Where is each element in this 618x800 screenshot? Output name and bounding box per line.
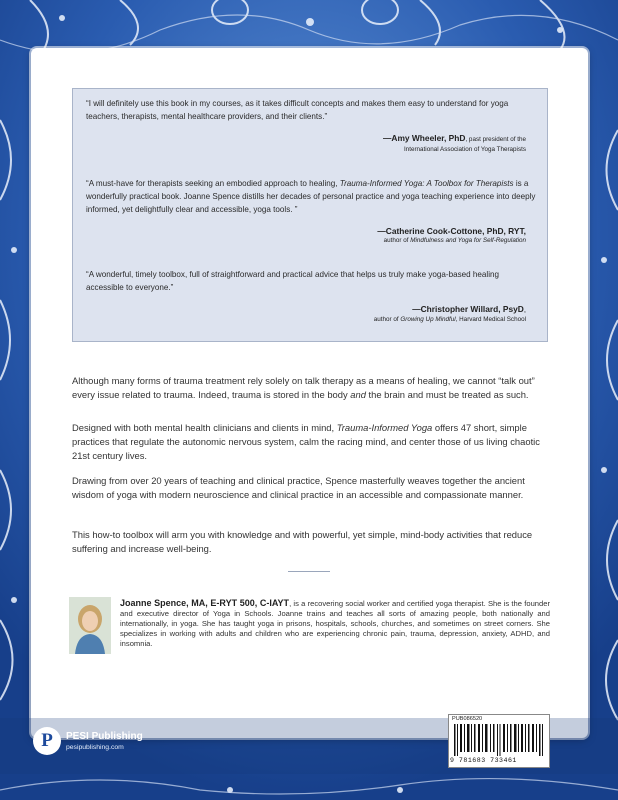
endorsement-attribution-1: —Amy Wheeler, PhD, past president of the International Association of Yoga Therapists — [383, 133, 526, 153]
publisher-url: pesipublishing.com — [66, 744, 124, 751]
description-paragraph-4: This how-to toolbox will arm you with knowledge and with powerful, yet simple, mind-body activities that reduce suffering and increase well-being. — [72, 529, 533, 554]
description-paragraph-3: Drawing from over 20 years of teaching and clinical practice, Spence masterfully weaves together the ancient wisdom of yoga with modern neuroscience and clinical practice in an accessible and compassionate manner. — [72, 475, 525, 500]
product-code: PUB086520 — [452, 716, 483, 722]
barcode-icon — [454, 724, 544, 756]
isbn-number: 9 781683 733461 — [450, 757, 517, 764]
section-divider — [288, 571, 330, 572]
publisher-name: PESI Publishing — [66, 731, 143, 742]
endorsement-quote-1: “I will definitely use this book in my courses, as it takes difficult concepts and makes them easy to understand for yoga teachers, therapists, mental healthcare providers, and their clients.” — [86, 99, 509, 121]
description-paragraph-2: Designed with both mental health clinicians and clients in mind, Trauma-Informed Yoga offers 47 short, simple practices that regulate the autonomic nervous system, calm the racing mind, and center those of us living chaotic 21st century lives. — [72, 422, 540, 461]
description-paragraph-1: Although many forms of trauma treatment rely solely on talk therapy as a means of healing, we cannot “talk out” every issue related to trauma. Indeed, trauma is stored in the body and the brain and must be treated as such. — [72, 375, 535, 400]
endorsement-attribution-2: —Catherine Cook-Cottone, PhD, RYT, author of Mindfulness and Yoga for Self-Regulation — [377, 226, 526, 244]
author-bio: Joanne Spence, MA, E-RYT 500, C-IAYT, is a recovering social worker and certified yoga therapist. She is the founder and executive director of Yoga in Schools. Joanne trains and teaches all sorts of amazing people, both nationally and internationally, in yoga. She has taught yoga in prisons, hospitals, schools, churches, and sometimes on street corners. She specializes in working with adults and children who are experiencing chronic pain, trauma, depression, anxiety, ADHD, and insomnia. — [120, 598, 550, 648]
endorsement-attribution-3: —Christopher Willard, PsyD, author of Growing Up Mindful, Harvard Medical School — [373, 304, 526, 323]
publisher-logo-letter: P — [41, 730, 53, 751]
author-photo — [69, 597, 111, 654]
endorsement-quote-3: “A wonderful, timely toolbox, full of straightforward and practical advice that helps us truly make yoga-based healing accessible to everyone.” — [86, 270, 499, 292]
endorsement-quote-2: “A must-have for therapists seeking an embodied approach to healing, Trauma-Informed Yoga: A Toolbox for Therapists is a wonderfully practical book. Joanne Spence distills her decades of personal practice and yoga teaching experience into deeply informed, yet delightfully clear and accessible, yoga tools. ” — [86, 179, 536, 214]
